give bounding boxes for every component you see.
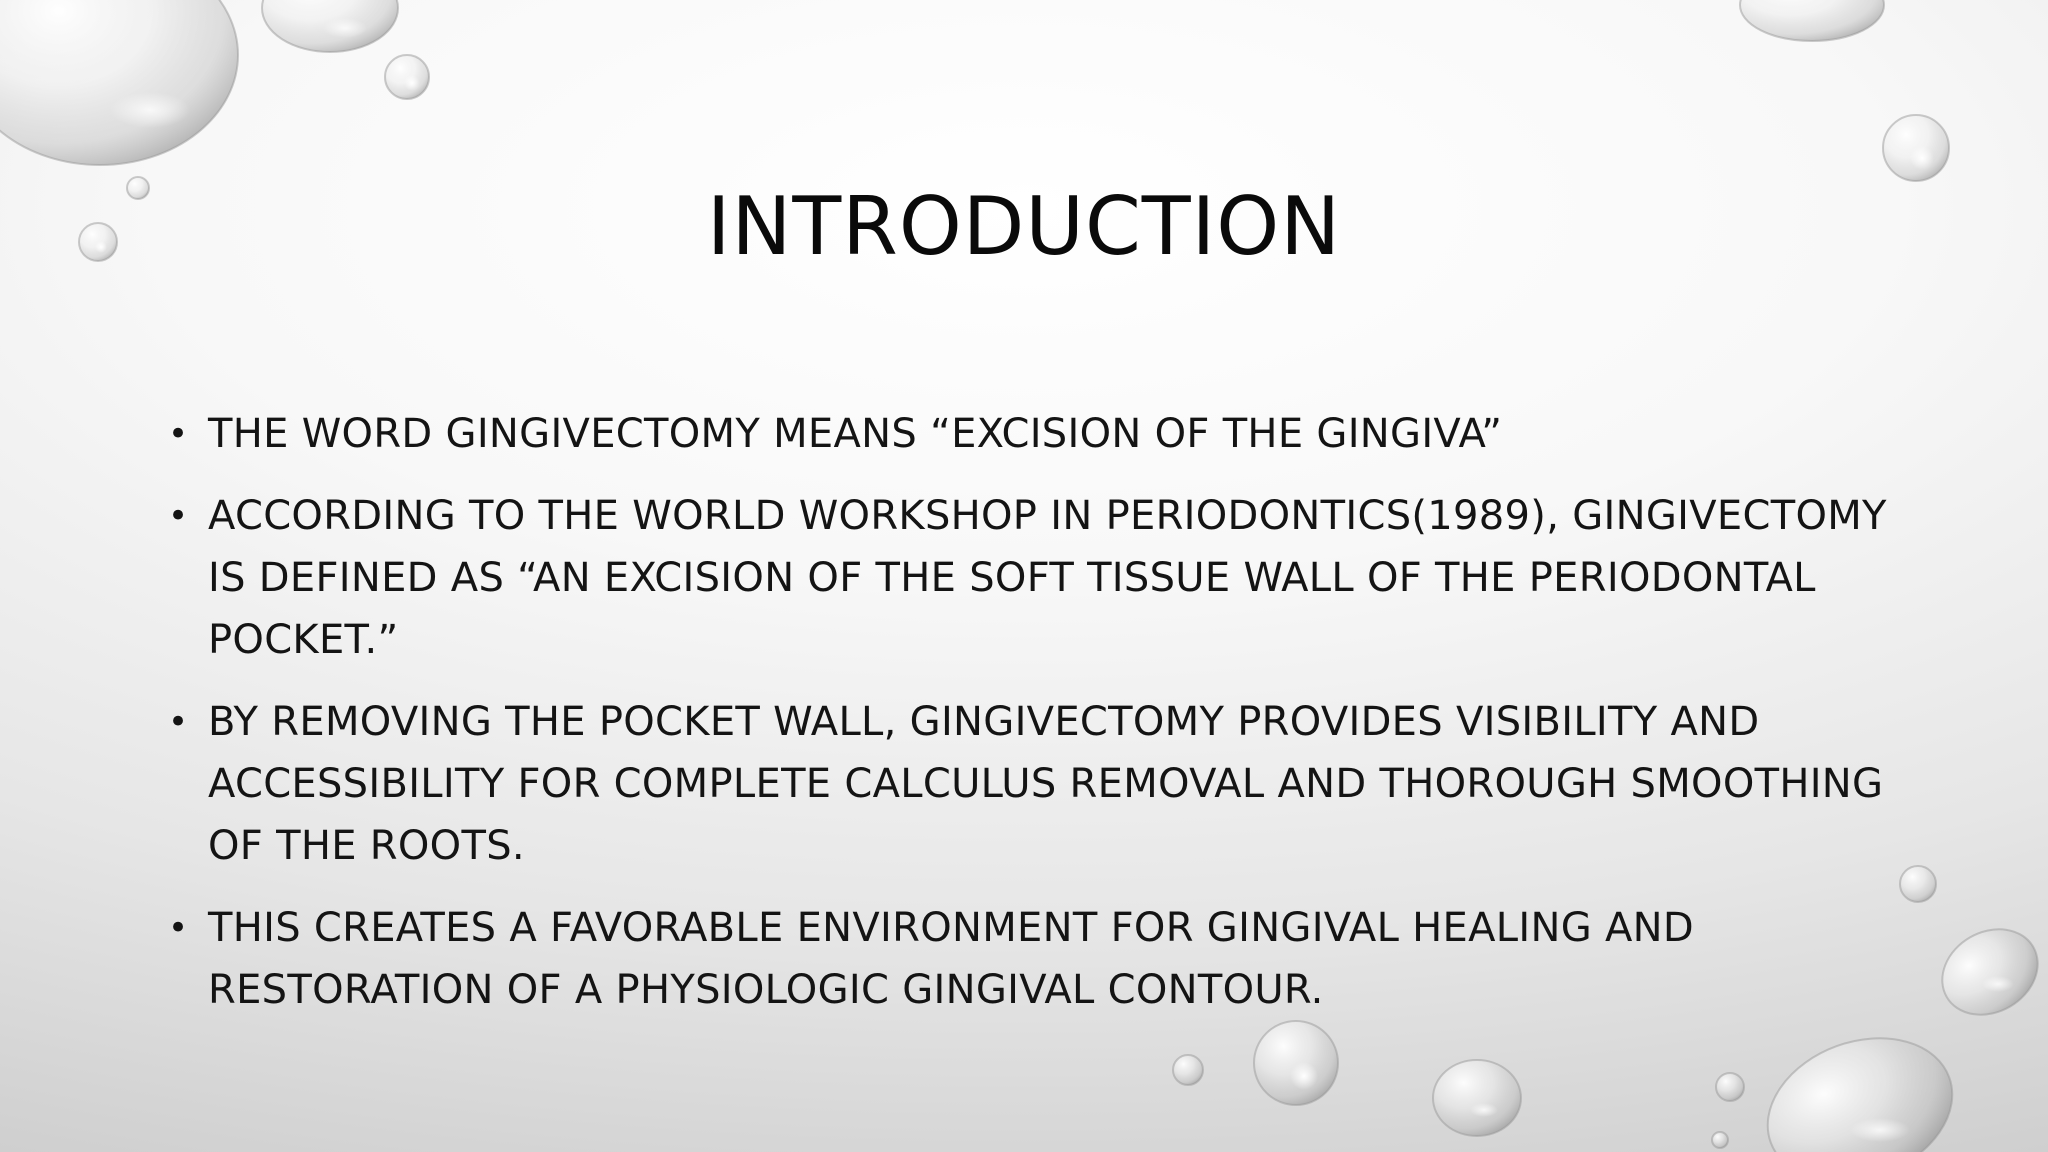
bullet-text: THE WORD GINGIVECTOMY MEANS “EXCISION OF THE GINGIVA” bbox=[208, 411, 1503, 457]
bullet-icon: • bbox=[168, 908, 189, 948]
water-drop-icon bbox=[1927, 912, 2048, 1031]
bullet-text: BY REMOVING THE POCKET WALL, GINGIVECTOMY PROVIDES VISIBILITY AND ACCESSIBILITY FOR COMPLETE CALCULUS REMOVAL AND THOROUGH SMOOTHING OF THE ROOTS. bbox=[208, 699, 1884, 869]
water-drop-icon bbox=[1740, 0, 1884, 41]
bullet-icon: • bbox=[168, 496, 189, 536]
bullet-item bbox=[160, 897, 1920, 1021]
water-drop-icon bbox=[1173, 1055, 1203, 1085]
bullet-item bbox=[160, 485, 1920, 671]
water-drop-icon bbox=[1883, 115, 1949, 181]
water-drop-icon bbox=[1433, 1060, 1521, 1136]
bullet-list bbox=[160, 403, 1920, 1041]
water-drop-icon bbox=[385, 55, 429, 99]
bullet-text: ACCORDING TO THE WORLD WORKSHOP IN PERIODONTICS(1989), GINGIVECTOMY IS DEFINED AS “AN EXCISION OF THE SOFT TISSUE WALL OF THE PERIODONTAL POCKET.” bbox=[208, 493, 1887, 663]
bullet-item bbox=[160, 691, 1920, 877]
bullet-item bbox=[160, 403, 1920, 465]
bullet-icon: • bbox=[168, 702, 189, 742]
bullet-text: THIS CREATES A FAVORABLE ENVIRONMENT FOR GINGIVAL HEALING AND RESTORATION OF A PHYSIOLOGIC GINGIVAL CONTOUR. bbox=[208, 905, 1694, 1013]
water-drop-icon bbox=[1716, 1073, 1744, 1101]
water-drop-icon bbox=[0, 0, 238, 165]
bullet-icon: • bbox=[168, 414, 189, 454]
water-drop-icon bbox=[262, 0, 398, 52]
slide-title: INTRODUCTION bbox=[706, 180, 1342, 273]
water-drop-icon bbox=[1712, 1132, 1728, 1148]
